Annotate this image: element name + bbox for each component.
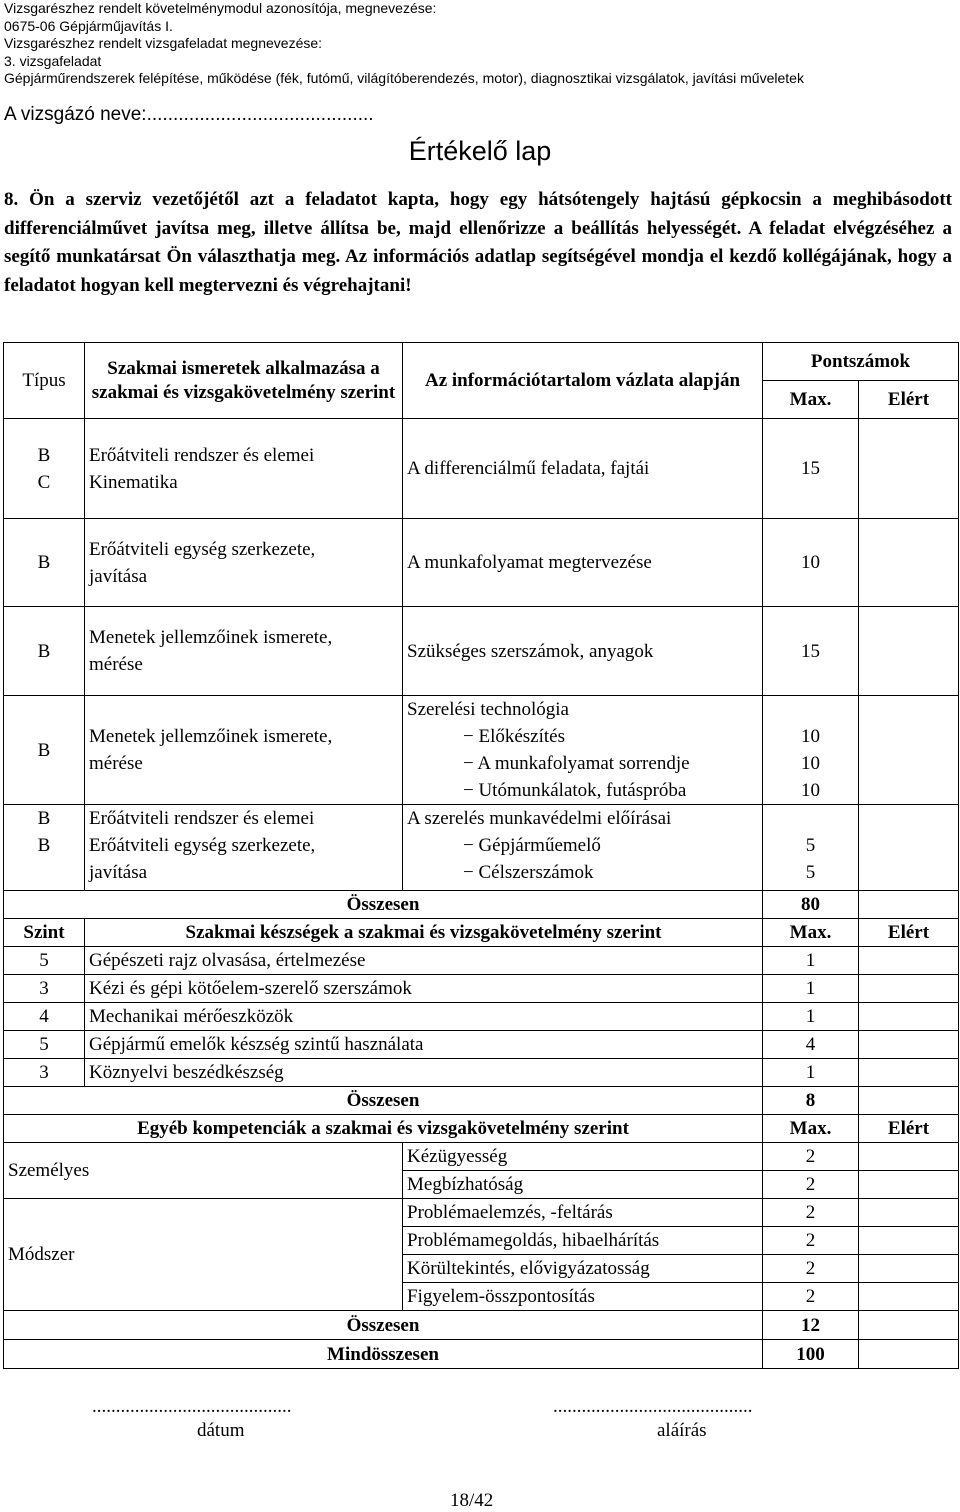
evaluation-table	[3, 342, 959, 1369]
skill-name: Gépészeti rajz olvasása, értelmezése	[85, 947, 763, 975]
competency-group: Személyes	[4, 1143, 403, 1199]
max-score: 15	[763, 419, 859, 519]
type-code: B	[37, 835, 51, 856]
type-code: B	[4, 696, 85, 805]
knowledge-item: mérése	[89, 753, 143, 774]
page-title: Értékelő lap	[408, 136, 552, 166]
achieved-score[interactable]	[859, 1087, 959, 1115]
knowledge-item: Menetek jellemzőinek ismerete,	[89, 627, 333, 648]
header-szakmai: Szakmai ismeretek alkalmazása a szakmai és vizsgakövetelmény szerint	[85, 343, 403, 419]
max-score: 10	[801, 753, 820, 774]
competency-group: Módszer	[4, 1199, 403, 1311]
achieved-score[interactable]	[859, 419, 959, 519]
achieved-score[interactable]	[859, 1143, 959, 1171]
type-code: B	[37, 444, 51, 466]
table-row	[4, 607, 959, 696]
skill-name: Köznyelvi beszédkészség	[85, 1059, 763, 1087]
type-code: B	[4, 607, 85, 696]
max-score: 2	[763, 1171, 859, 1199]
header-elert: Elért	[859, 1115, 959, 1143]
competency-name: Körültekintés, elővigyázatosság	[403, 1255, 763, 1283]
header-line-4: 3. vizsgafeladat	[4, 52, 102, 69]
table-row	[4, 805, 959, 891]
achieved-score[interactable]	[859, 947, 959, 975]
max-score: 10	[801, 726, 820, 747]
info-subitem: − Gépjárműemelő	[463, 835, 601, 856]
info-subitem: − A munkafolyamat sorrendje	[463, 753, 690, 774]
type-code: C	[37, 471, 51, 493]
competency-name: Kézügyesség	[403, 1143, 763, 1171]
achieved-score[interactable]	[859, 1059, 959, 1087]
header-max: Max.	[763, 381, 859, 419]
knowledge-item: Erőátviteli rendszer és elemei	[89, 444, 315, 466]
achieved-score[interactable]	[859, 1031, 959, 1059]
max-score: 1	[763, 1059, 859, 1087]
info-item: A differenciálmű feladata, fajtái	[403, 419, 763, 519]
competency-name: Problémaelemzés, -feltárás	[403, 1199, 763, 1227]
header-competencies: Egyéb kompetenciák a szakmai és vizsgakövetelmény szerint	[4, 1115, 763, 1143]
knowledge-item: Erőátviteli egység szerkezete,	[89, 538, 316, 560]
max-score: 10	[801, 780, 820, 801]
competency-name: Figyelem-összpontosítás	[403, 1283, 763, 1311]
max-score: 4	[763, 1031, 859, 1059]
achieved-score[interactable]	[859, 1255, 959, 1283]
header-tipus: Típus	[4, 343, 85, 419]
header-szint: Szint	[4, 919, 85, 947]
achieved-score[interactable]	[859, 1311, 959, 1340]
achieved-score[interactable]	[859, 1171, 959, 1199]
type-code: B	[37, 808, 51, 829]
table-row	[4, 975, 959, 1003]
achieved-score[interactable]	[859, 1199, 959, 1227]
table-row	[4, 419, 959, 519]
signature-dots: ..........................................	[553, 1396, 753, 1417]
date-label: dátum	[197, 1420, 245, 1441]
max-score: 2	[763, 1255, 859, 1283]
max-score: 5	[805, 862, 816, 883]
max-score: 2	[763, 1199, 859, 1227]
achieved-score[interactable]	[859, 891, 959, 919]
max-score: 1	[763, 947, 859, 975]
subtotal-label: Összesen	[4, 1311, 763, 1340]
header-info: Az információtartalom vázlata alapján	[403, 343, 763, 419]
table-row	[4, 1199, 959, 1227]
achieved-score[interactable]	[859, 1340, 959, 1369]
table-row	[4, 1003, 959, 1031]
table-row	[4, 1031, 959, 1059]
grand-total-label: Mindösszesen	[4, 1340, 763, 1369]
header-line-1: Vizsgarészhez rendelt követelménymodul azonosítója, megnevezése:	[4, 0, 437, 16]
max-score: 5	[805, 835, 816, 856]
header-elert: Elért	[859, 381, 959, 419]
info-item: A munkafolyamat megtervezése	[403, 519, 763, 607]
skill-level: 4	[4, 1003, 85, 1031]
knowledge-item: Erőátviteli egység szerkezete,	[89, 835, 316, 856]
knowledge-item: javítása	[89, 565, 148, 587]
competency-name: Problémamegoldás, hibaelhárítás	[403, 1227, 763, 1255]
max-score: 2	[763, 1283, 859, 1311]
candidate-name-line: A vizsgázó neve:...........................................	[4, 104, 374, 125]
grand-total-value: 100	[763, 1340, 859, 1369]
subtotal-label: Összesen	[4, 1087, 763, 1115]
skill-level: 3	[4, 1059, 85, 1087]
max-score: 2	[763, 1143, 859, 1171]
max-score: 1	[763, 1003, 859, 1031]
table-row	[4, 1143, 959, 1171]
subtotal-value: 80	[763, 891, 859, 919]
skill-level: 3	[4, 975, 85, 1003]
competency-name: Megbízhatóság	[403, 1171, 763, 1199]
achieved-score[interactable]	[859, 1227, 959, 1255]
achieved-score[interactable]	[859, 805, 959, 891]
info-item: Szükséges szerszámok, anyagok	[403, 607, 763, 696]
achieved-score[interactable]	[859, 696, 959, 805]
header-line-3: Vizsgarészhez rendelt vizsgafeladat megnevezése:	[4, 35, 323, 52]
knowledge-item: Kinematika	[89, 471, 178, 493]
knowledge-item: Erőátviteli rendszer és elemei	[89, 808, 315, 829]
achieved-score[interactable]	[859, 1003, 959, 1031]
page-number: 18/42	[450, 1490, 494, 1511]
table-row	[4, 1059, 959, 1087]
task-description: 8. Ön a szerviz vezetőjétől azt a feladatot kapta, hogy egy hátsótengely hajtású gépkocsin a meghibásodott differenciálművet javítsa meg, illetve állítsa be, majd ellenőrizze a beállítás helyességét. A feladat elvégzéséhez a segítő munkatársat Ön választhatja meg. Az információs adatlap segítségével mondja el kezdő kollégájának, hogy a feladatot hogyan kell megtervezni és végrehajtani!	[4, 189, 952, 296]
achieved-score[interactable]	[859, 607, 959, 696]
skill-level: 5	[4, 947, 85, 975]
skill-level: 5	[4, 1031, 85, 1059]
info-subitem: − Utómunkálatok, futáspróba	[463, 780, 687, 801]
knowledge-item: mérése	[89, 654, 143, 675]
subtotal-value: 12	[763, 1311, 859, 1340]
date-dots: ..........................................	[92, 1396, 292, 1417]
info-item: Szerelési technológia	[407, 699, 569, 720]
header-skills: Szakmai készségek a szakmai és vizsgakövetelmény szerint	[85, 919, 763, 947]
header-max: Max.	[763, 919, 859, 947]
document-header	[4, 0, 804, 88]
max-score: 2	[763, 1227, 859, 1255]
achieved-score[interactable]	[859, 975, 959, 1003]
achieved-score[interactable]	[859, 1283, 959, 1311]
table-row	[4, 947, 959, 975]
skill-name: Mechanikai mérőeszközök	[85, 1003, 763, 1031]
skill-name: Gépjármű emelők készség szintű használata	[85, 1031, 763, 1059]
info-subitem: − Előkészítés	[463, 726, 565, 747]
knowledge-item: Menetek jellemzőinek ismerete,	[89, 726, 333, 747]
header-line-2: 0675-06 Gépjárműjavítás I.	[4, 17, 173, 34]
type-code: B	[4, 519, 85, 607]
info-item: A szerelés munkavédelmi előírásai	[407, 808, 672, 829]
max-score: 10	[763, 519, 859, 607]
info-subitem: − Célszerszámok	[463, 862, 594, 883]
table-row	[4, 519, 959, 607]
signature-label: aláírás	[657, 1420, 707, 1441]
header-elert: Elért	[859, 919, 959, 947]
header-pontszamok: Pontszámok	[763, 343, 959, 381]
skill-name: Kézi és gépi kötőelem-szerelő szerszámok	[85, 975, 763, 1003]
subtotal-value: 8	[763, 1087, 859, 1115]
knowledge-item: javítása	[89, 862, 148, 883]
header-max: Max.	[763, 1115, 859, 1143]
max-score: 1	[763, 975, 859, 1003]
subtotal-label: Összesen	[4, 891, 763, 919]
achieved-score[interactable]	[859, 519, 959, 607]
header-line-5: Gépjárműrendszerek felépítése, működése (fék, futómű, világítóberendezés, motor), diagnosztikai vizsgálatok, javítási műveletek	[4, 70, 804, 87]
max-score: 15	[763, 607, 859, 696]
table-row	[4, 696, 959, 805]
